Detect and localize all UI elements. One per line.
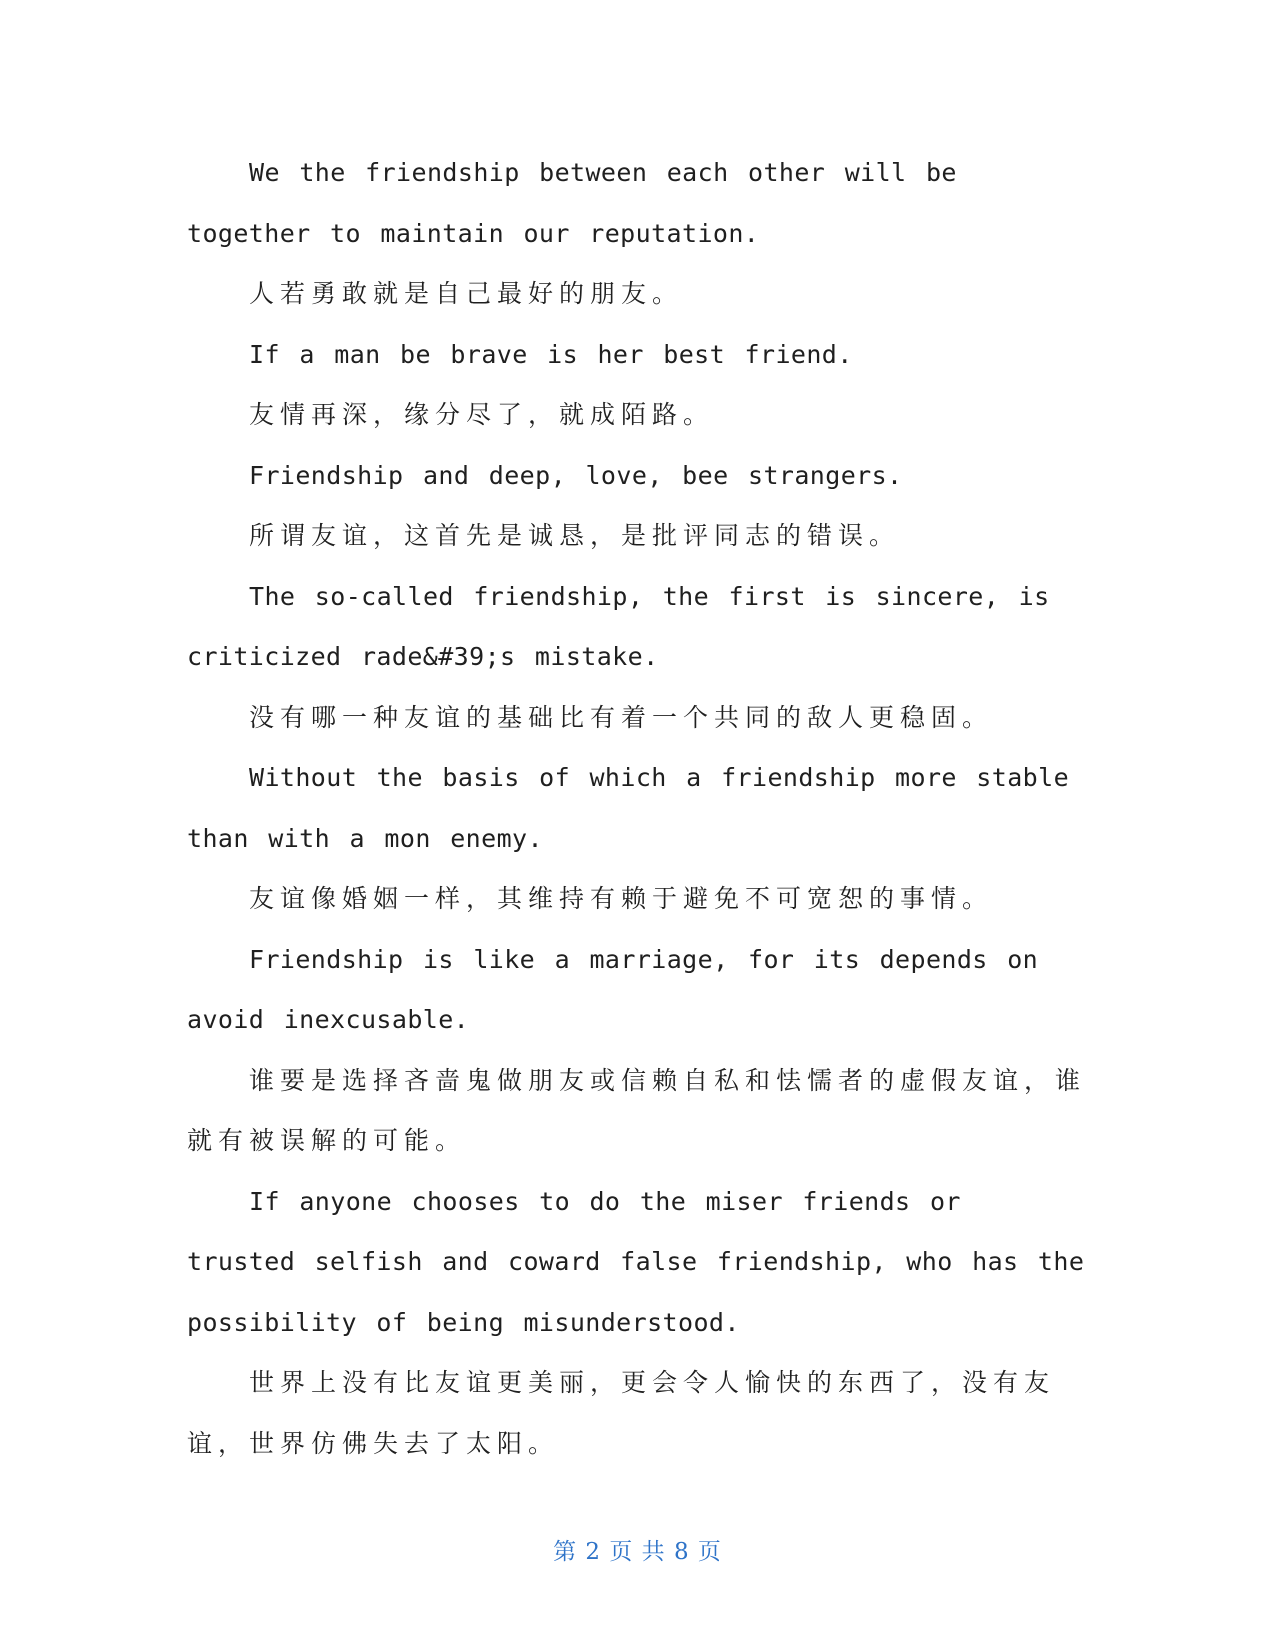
paragraph: 友情再深，缘分尽了，就成陌路。 [249,400,715,429]
paragraph: 所谓友谊，这首先是诚恳，是批评同志的错误。 [249,521,901,550]
paragraph: 人若勇敢就是自己最好的朋友。 [249,279,684,308]
page-number-label: 第 2 页 共 8 页 [553,1539,722,1565]
paragraph: The so-called friendship, the first is sincere, is criticized rade&#39;s mistake. [187,581,1050,671]
page-footer [0,1533,1275,1566]
paragraph: Friendship is like a marriage, for its depends on avoid inexcusable. [187,944,1039,1034]
paragraph: Without the basis of which a friendship more stable than with a mon enemy. [187,763,1070,853]
paragraph: Friendship and deep, love, bee strangers. [249,460,903,490]
paragraph: 友谊像婚姻一样，其维持有赖于避免不可宽恕的事情。 [249,884,994,913]
paragraph: If anyone chooses to do the miser friends or trusted selfish and coward false friendship, who has the possibility of being misunderstood. [187,1186,1085,1337]
paragraph: 谁要是选择吝啬鬼做朋友或信赖自私和怯懦者的虚假友谊，谁就有被误解的可能。 [187,1065,1087,1155]
paragraph: 没有哪一种友谊的基础比有着一个共同的敌人更稳固。 [249,702,994,732]
document-body [187,143,1087,1474]
paragraph: 世界上没有比友谊更美丽，更会令人愉快的东西了，没有友谊，世界仿佛失去了太阳。 [187,1368,1056,1458]
paragraph: We the friendship between each other will be together to maintain our reputation. [187,158,957,248]
paragraph: If a man be brave is her best friend. [249,339,853,369]
